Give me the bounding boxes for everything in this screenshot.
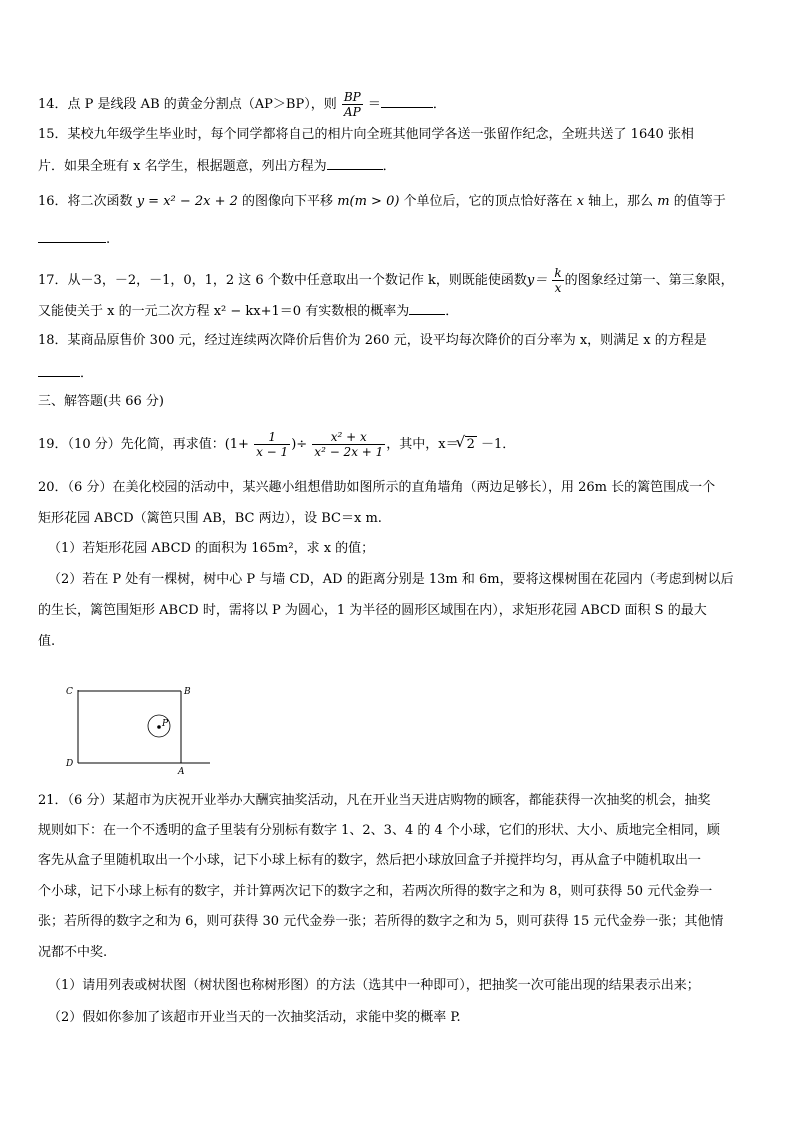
question-21-line2: 规则如下：在一个不透明的盒子里装有分别标有数字 1、2、3、4 的 4 个小球，它们的形状、大小、质地完全相同，顾 — [38, 823, 720, 838]
q15-answer-blank — [327, 157, 383, 170]
q17-y: y＝ — [526, 273, 548, 288]
q19-text-a: 19．（10 分）先化简，再求值：(1+ — [38, 437, 249, 452]
q15-text: 片．如果全班有 x 名学生，根据题意，列出方程为 — [38, 159, 327, 174]
question-20-part1: （1）若矩形花园 ABCD 的面积为 165m²，求 x 的值； — [48, 541, 375, 556]
label-d: D — [66, 759, 74, 769]
q16-end: . — [106, 232, 111, 247]
question-14 — [38, 90, 446, 119]
q14-answer-blank — [381, 95, 433, 108]
question-20-line2: 矩形花园 ABCD（篱笆只围 AB，BC 两边），设 BC＝x m. — [38, 511, 382, 526]
question-17-line2 — [38, 302, 458, 320]
q16-text-a: 16．将二次函数 — [38, 194, 137, 209]
q14-fraction — [342, 90, 363, 119]
label-b: B — [184, 687, 191, 697]
q19-f1-num: 1 — [254, 430, 290, 445]
q19-f2-num: x² + x — [312, 430, 385, 445]
q17-text-b: 的图象经过第一、第三象限， — [564, 273, 734, 288]
q16-text-b: 的图像向下平移 — [237, 194, 338, 209]
question-21-line4: 个小球，记下小球上标有的数字，并计算两次记下的数字之和，若两次所得的数字之和为 8，则可获得 50 元代金券一 — [38, 884, 713, 899]
question-21-line6: 况都不中奖. — [38, 945, 108, 960]
question-18-line2 — [38, 364, 93, 382]
q14-end: ． — [432, 97, 446, 112]
question-21-part2: （2）假如你参加了该超市开业当天的一次抽奖活动，求能中奖的概率 P. — [48, 1010, 461, 1025]
question-19 — [38, 430, 515, 459]
q16-text-c: 个单位后，它的顶点恰好落在 — [399, 194, 577, 209]
tree-center-point — [157, 725, 161, 729]
q16-text-d: 轴上，那么 — [584, 194, 658, 209]
q16-cond: (m > 0) — [349, 194, 400, 209]
label-p: P — [162, 719, 169, 729]
q17-fraction — [552, 266, 563, 295]
q19-text-b: ，其中，x＝ — [386, 437, 459, 452]
question-15-line2 — [38, 157, 396, 175]
question-17-line1 — [38, 266, 734, 295]
q19-fraction-1 — [254, 430, 290, 459]
q16-m2: m — [657, 194, 670, 209]
question-21-part1: （1）请用列表或树状图（树状图也称树形图）的方法（选其中一种即可），把抽奖一次可能出现的结果表示出来； — [48, 978, 700, 993]
question-20-part2-line1: （2）若在 P 处有一棵树，树中心 P 与墙 CD，AD 的距离分别是 13m 和 6m，要将这棵树围在花园内（考虑到树以后 — [48, 572, 734, 587]
q14-eq: ＝ — [367, 97, 381, 112]
q16-m1: m — [337, 194, 350, 209]
question-16-line2 — [38, 230, 110, 248]
q19-text-c: －1． — [476, 437, 516, 452]
q19-fraction-2 — [312, 430, 385, 459]
q19-div: )÷ — [291, 437, 308, 452]
q14-frac-num: BP — [343, 90, 361, 104]
question-20-line1: 20．（6 分）在美化校园的活动中，某兴趣小组想借助如图所示的直角墙角（两边足够长），用 26m 长的篱笆围成一个 — [38, 480, 716, 495]
q19-f2-den: x² − 2x + 1 — [314, 445, 384, 459]
question-21-line5: 张；若所得的数字之和为 6，则可获得 30 元代金券一张；若所得的数字之和为 5，则可获得 15 元代金券一张；其他情 — [38, 914, 724, 929]
question-21-line3: 客先从盒子里随机取出一个小球，记下小球上标有的数字，然后把小球放回盒子并搅拌均匀，再从盒子中随机取出一 — [38, 853, 702, 868]
label-a: A — [178, 767, 185, 777]
q17-end: ． — [445, 304, 459, 319]
q18-answer-blank — [38, 364, 80, 377]
q16-expr: y = x² − 2x + 2 — [136, 194, 238, 209]
q17-frac-num: k — [554, 266, 562, 280]
q16-answer-blank — [38, 230, 106, 243]
question-16-line1 — [38, 194, 726, 210]
q17-answer-blank — [409, 302, 445, 315]
question-15-line1: 15．某校九年级学生毕业时，每个同学都将自己的相片向全班其他同学各送一张留作纪念，全班共送了 1640 张相 — [38, 127, 694, 142]
q19-f1-den: x − 1 — [256, 445, 289, 459]
section-heading: 三、解答题(共 66 分) — [38, 394, 164, 409]
question-21-line1: 21．（6 分）某超市为庆祝开业举办大酬宾抽奖活动，凡在开业当天进店购物的顾客，都能获得一次抽奖的机会，抽奖 — [38, 793, 711, 808]
question-20-part2-line3: 值. — [38, 634, 56, 649]
q17-frac-den: x — [554, 281, 562, 295]
q14-frac-den: AP — [343, 105, 361, 119]
q14-text: 14．点 P 是线段 AB 的黄金分割点（AP＞BP），则 — [38, 97, 337, 112]
q15-end: ． — [382, 159, 396, 174]
q17-text-a: 17．从－3，－2，－1，0，1，2 这 6 个数中任意取出一个数记作 k，则既能使函数 — [38, 273, 527, 288]
q17-text-l2: 又能使关于 x 的一元二次方程 x² − kx+1＝0 有实数根的概率为 — [38, 304, 410, 319]
q16-text-e: 的值等于 — [669, 194, 726, 209]
q19-sqrt: √ 2 — [465, 436, 477, 453]
q18-end: ． — [80, 366, 94, 381]
question-18-line1: 18．某商品原售价 300 元，经过连续两次降价后售价为 260 元，设平均每次降价的百分率为 x，则满足 x 的方程是 — [38, 333, 707, 348]
garden-figure — [60, 682, 220, 778]
label-c: C — [66, 687, 73, 697]
question-20-part2-line2: 的生长，篱笆围矩形 ABCD 时，需将以 P 为圆心，1 为半径的圆形区域围在内），求矩形花园 ABCD 面积 S 的最大 — [38, 603, 707, 618]
q16-x: x — [576, 194, 585, 209]
